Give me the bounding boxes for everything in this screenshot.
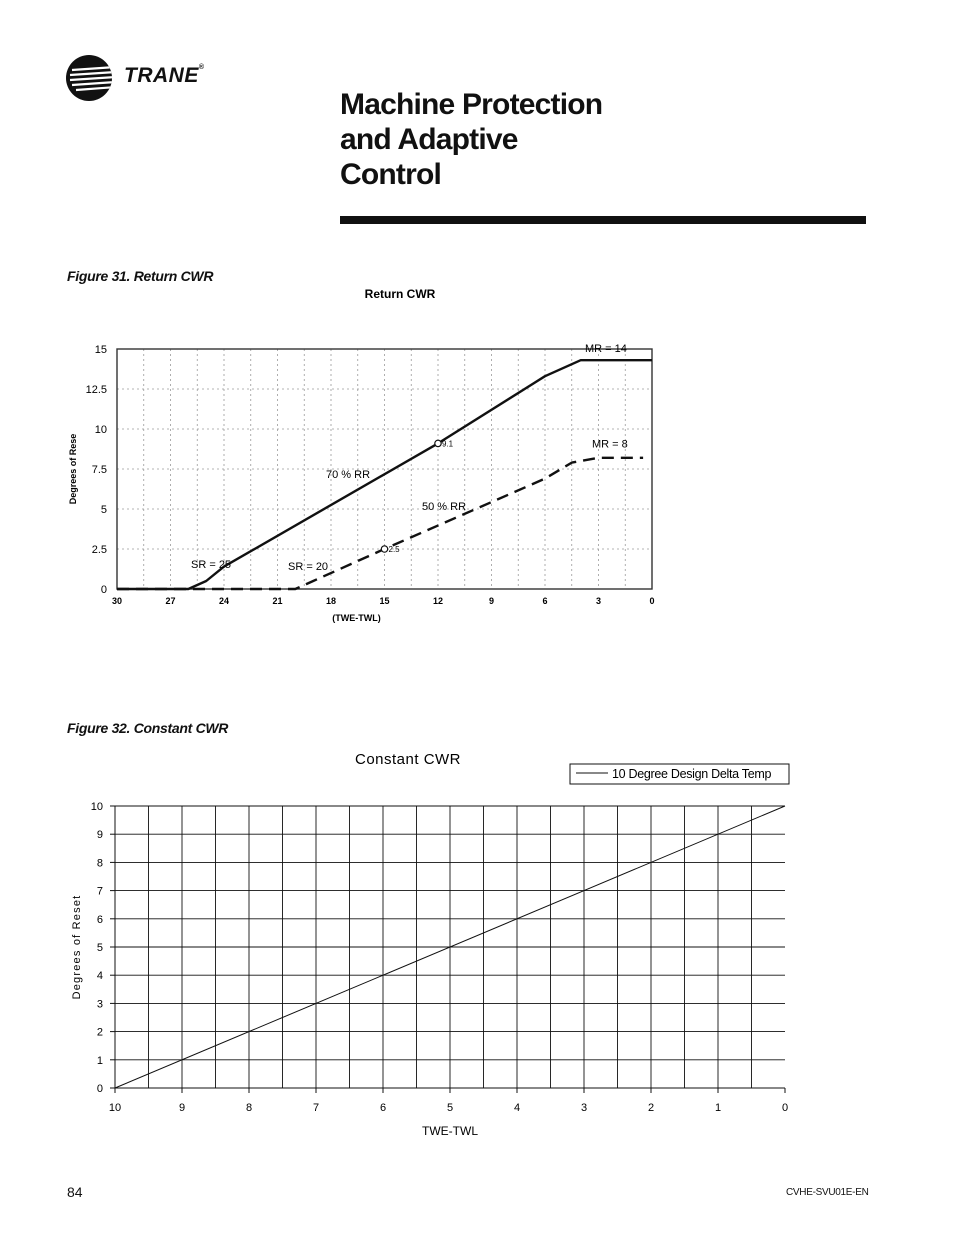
x-tick-label: 27: [165, 596, 176, 606]
annotation-sr-20: SR = 20: [288, 561, 329, 573]
x-tick-label: 9: [488, 596, 495, 606]
y-tick-label: 5: [96, 942, 103, 954]
x-tick-label: 24: [218, 596, 230, 606]
x-axis-label: (TWE-TWL): [332, 613, 381, 623]
data-point-marker: [435, 440, 441, 446]
y-tick-label: 0: [100, 584, 107, 596]
y-tick-label: 6: [96, 913, 103, 926]
x-axis-label: TWE-TWL: [422, 1124, 478, 1138]
y-tick-label: 9: [96, 829, 103, 842]
x-tick-label: 30: [111, 596, 123, 606]
y-tick-label: 2: [96, 1026, 103, 1039]
x-tick-label: 1: [714, 1102, 722, 1114]
figure-31-caption: Figure 31. Return CWR: [67, 268, 214, 284]
marker-label: 9.1: [442, 439, 454, 449]
x-tick-label: 6: [379, 1102, 387, 1114]
chart-title: Return CWR: [364, 287, 436, 301]
annotation-70-rr: 70 % RR: [326, 469, 371, 481]
x-tick-label: 6: [542, 596, 548, 606]
y-tick-label: 15: [94, 344, 107, 356]
trane-logo: [66, 54, 226, 104]
trane-circle-icon: [66, 54, 116, 104]
x-tick-label: 0: [649, 596, 655, 606]
y-tick-label: 0: [96, 1083, 103, 1095]
page-title: [340, 87, 780, 192]
y-tick-label: 5: [100, 504, 107, 516]
y-tick-label: 7: [96, 885, 103, 898]
x-tick-label: 5: [446, 1102, 454, 1114]
marker-label: 2.5: [388, 545, 400, 554]
title-line-3: Control: [340, 158, 442, 191]
y-tick-label: 3: [96, 998, 103, 1011]
annotation-50-rr: 50 % RR: [422, 501, 467, 513]
x-tick-label: 4: [513, 1102, 521, 1114]
return-cwr-chart: [60, 280, 670, 630]
annotation-mr-14: MR = 14: [585, 343, 627, 355]
y-axis-label: Degrees of Rese: [68, 433, 78, 505]
x-tick-label: 2: [647, 1102, 655, 1114]
x-tick-label: 7: [312, 1102, 320, 1114]
annotation-mr-8: MR = 8: [592, 438, 628, 451]
y-tick-label: 12.5: [85, 384, 107, 396]
y-tick-label: 10: [90, 801, 103, 813]
annotation-sr-25: SR = 25: [191, 559, 232, 571]
chart-title: Constant CWR: [354, 751, 462, 768]
x-tick-label: 0: [781, 1102, 789, 1114]
y-tick-label: 4: [96, 970, 103, 983]
data-point-marker: [381, 546, 387, 552]
constant-cwr-chart: [60, 740, 810, 1150]
y-tick-label: 7.5: [91, 464, 107, 476]
figure-32-caption: Figure 32. Constant CWR: [67, 720, 229, 736]
x-tick-label: 10: [108, 1102, 122, 1114]
x-tick-label: 15: [379, 596, 390, 606]
legend-label: 10 Degree Design Delta Temp: [612, 767, 772, 781]
x-tick-label: 12: [432, 596, 444, 606]
y-tick-label: 10: [94, 424, 107, 436]
x-tick-label: 21: [272, 596, 283, 606]
y-tick-label: 1: [96, 1054, 103, 1067]
x-tick-label: 3: [580, 1102, 588, 1114]
title-line-2: and Adaptive: [340, 123, 518, 156]
page-number: 84: [67, 1184, 83, 1200]
logo-wordmark: TRANE®: [124, 64, 205, 87]
title-line-1: Machine Protection: [340, 88, 603, 121]
x-tick-label: 18: [325, 596, 337, 606]
x-tick-label: 3: [595, 596, 602, 606]
y-axis-label: Degrees of Reset: [71, 894, 83, 1000]
x-tick-label: 9: [178, 1102, 186, 1114]
title-rule: [340, 216, 866, 224]
y-tick-label: 8: [96, 857, 103, 870]
x-tick-label: 8: [245, 1102, 253, 1114]
y-tick-label: 2.5: [91, 544, 107, 556]
document-code: CVHE-SVU01E-EN: [786, 1187, 869, 1198]
